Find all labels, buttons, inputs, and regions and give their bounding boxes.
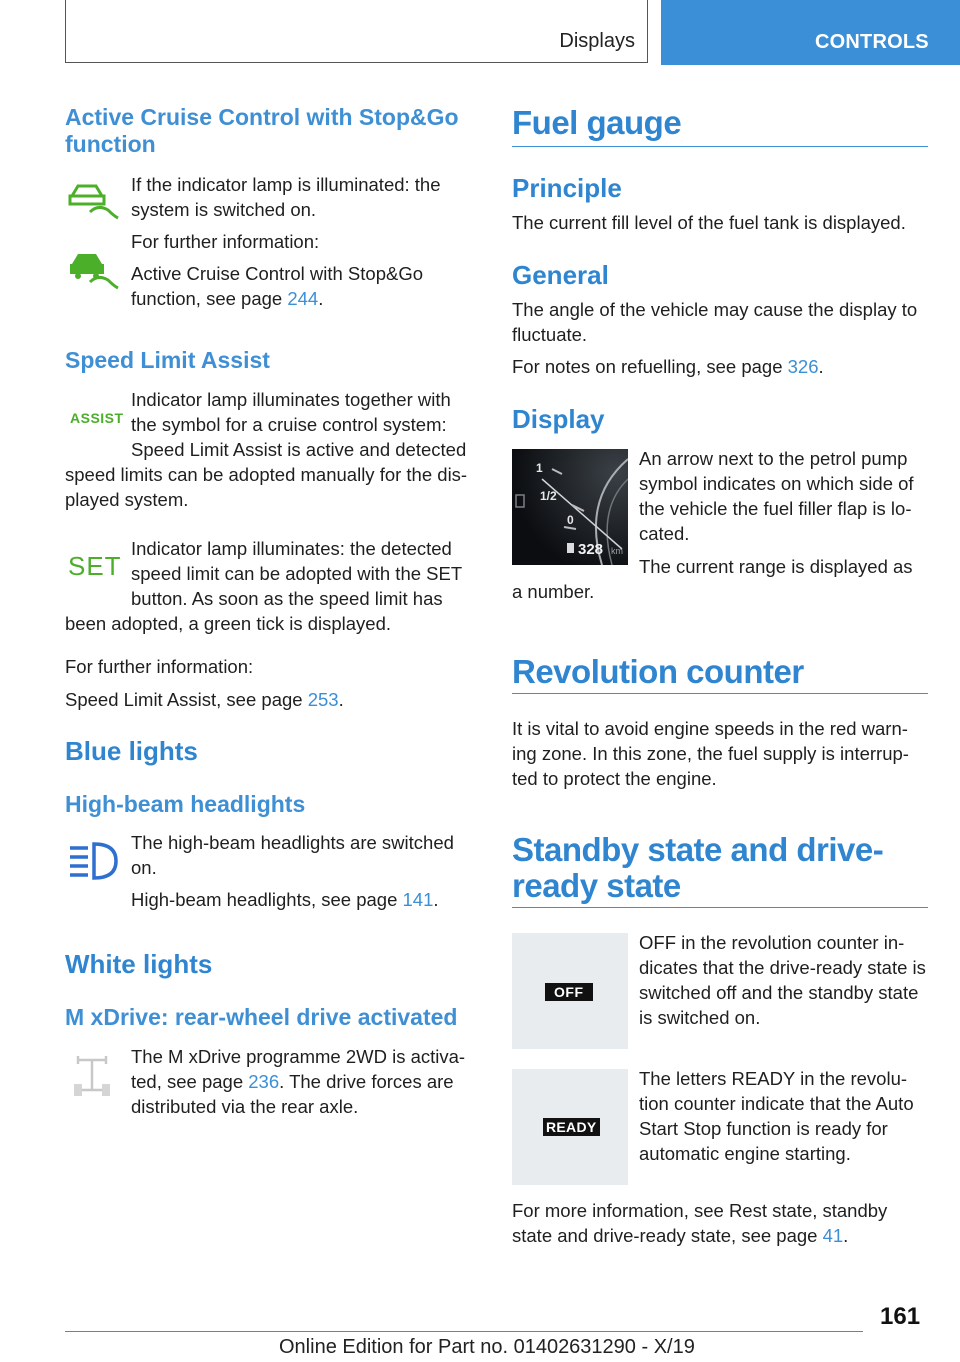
- gauge-half-mark: 1/2: [540, 489, 557, 503]
- footer-edition: Online Edition for Part no. 01402631290 - X/19: [279, 1336, 695, 1358]
- standby-title-l1: Standby state and drive-: [512, 831, 884, 868]
- xdrive-text-l1: The M xDrive programme 2WD is activa-: [131, 1046, 466, 1067]
- general-text: The angle of the vehicle may cause the display to fluctuate.: [512, 299, 918, 345]
- high-beam-icon: [66, 840, 120, 882]
- acc-text-1: If the indicator lamp is illuminated: the system is switched on.: [131, 174, 441, 220]
- header-tab-controls[interactable]: CONTROLS: [661, 0, 960, 65]
- standby-title-l2: ready state: [512, 867, 681, 904]
- refuel-text: For notes on refuelling, see page 326.: [512, 356, 824, 377]
- sla-text-l1: Indicator lamp illuminates together with: [131, 389, 451, 410]
- sla-page-link[interactable]: 253: [307, 689, 339, 710]
- ready-text: The letters READY in the revolu- tion counter indicate that the Auto Start Stop function is ready for automatic engine starting.: [639, 1068, 914, 1164]
- header-section: Displays: [559, 30, 635, 52]
- gauge-full-mark: 1: [536, 461, 543, 475]
- sla-text-ref: Speed Limit Assist, see page 253.: [65, 689, 344, 710]
- range-text-l1: The current range is displayed as: [639, 556, 913, 577]
- sla-set-l2: speed limit can be adopted with the SET: [131, 563, 463, 584]
- sla-set-l3: button. As soon as the speed limit has: [131, 588, 443, 609]
- white-lights-title: White lights: [65, 949, 213, 979]
- xdrive-text-l3: distributed via the rear axle.: [131, 1096, 359, 1117]
- fuel-gauge-title: Fuel gauge: [512, 104, 682, 141]
- sla-set-l4: been adopted, a green tick is displayed.: [65, 613, 392, 634]
- fuel-pump-icon: [567, 543, 574, 553]
- set-icon: SET: [68, 551, 122, 581]
- off-text: OFF in the revolution counter in- dicates that the drive-ready state is switched off and the standby state is switched on.: [639, 932, 926, 1028]
- principle-title: Principle: [512, 173, 622, 203]
- rev-counter-rule: [512, 693, 928, 694]
- standby-rule: [512, 907, 928, 908]
- footer-rule: [65, 1331, 863, 1332]
- standby-more-text: For more information, see Rest state, standby state and drive-ready state, see page 41.: [512, 1200, 888, 1246]
- rev-counter-text: It is vital to avoid engine speeds in the red warn- ing zone. In this zone, the fuel supply is interrup- ted to protect the engine.: [512, 718, 909, 789]
- ready-label: READY: [543, 1118, 600, 1136]
- acc-text-2: For further information:: [131, 231, 320, 252]
- sla-text-l3: Speed Limit Assist is active and detected: [131, 439, 467, 460]
- gauge-range-value: 328: [578, 541, 604, 558]
- off-indicator-image: [512, 933, 628, 1049]
- display-text-l3: the vehicle the fuel filler flap is lo-: [639, 498, 912, 519]
- blue-lights-title: Blue lights: [65, 736, 198, 766]
- refuel-page-link[interactable]: 326: [787, 356, 819, 377]
- assist-icon: ASSIST: [70, 410, 124, 426]
- high-beam-title: High-beam headlights: [65, 791, 306, 817]
- standby-page-link[interactable]: 41: [822, 1225, 844, 1246]
- display-text-l1: An arrow next to the petrol pump: [639, 448, 908, 469]
- acc-car-filled-icon: [68, 250, 120, 290]
- sla-text-l4: speed limits can be adopted manually for the dis-: [65, 464, 468, 485]
- sla-text-more: For further information:: [65, 656, 254, 677]
- display-text-l2: symbol indicates on which side of: [639, 473, 914, 494]
- fuel-gauge-image: [512, 449, 628, 565]
- high-beam-page-link[interactable]: 141: [402, 889, 434, 910]
- display-title: Display: [512, 404, 605, 434]
- acc-car-outline-icon: [68, 182, 120, 222]
- xdrive-text-l2: ted, see page 236. The drive forces are: [131, 1071, 454, 1092]
- high-beam-text-2: High-beam headlights, see page 141.: [131, 889, 439, 910]
- display-text-l4: cated.: [639, 523, 690, 544]
- rev-counter-title: Revolution counter: [512, 653, 804, 690]
- range-text-l2: a number.: [512, 581, 595, 602]
- principle-text: The current fill level of the fuel tank is displayed.: [512, 212, 906, 233]
- xdrive-page-link[interactable]: 236: [248, 1071, 280, 1092]
- acc-text-3: Active Cruise Control with Stop&Go function, see page 244.: [131, 263, 424, 309]
- acc-page-link[interactable]: 244: [287, 288, 319, 309]
- fuel-gauge-rule: [512, 146, 928, 147]
- acc-title: Active Cruise Control with Stop&Go function: [65, 104, 459, 157]
- rwd-icon: [72, 1054, 112, 1098]
- gauge-range-unit: km: [611, 546, 623, 556]
- header-box: [65, 0, 648, 63]
- ready-indicator-image: [512, 1069, 628, 1185]
- sla-text-l2: the symbol for a cruise control system:: [131, 414, 447, 435]
- sla-text-l5: played system.: [65, 489, 189, 510]
- sla-set-l1: Indicator lamp illuminates: the detected: [131, 538, 452, 559]
- general-title: General: [512, 260, 609, 290]
- high-beam-text-1: The high-beam headlights are switched on.: [131, 832, 454, 878]
- sla-title: Speed Limit Assist: [65, 347, 270, 373]
- gauge-empty-mark: 0: [567, 513, 574, 527]
- off-label: OFF: [545, 983, 593, 1001]
- xdrive-title: M xDrive: rear-wheel drive activated: [65, 1004, 458, 1030]
- page-number: 161: [880, 1303, 921, 1330]
